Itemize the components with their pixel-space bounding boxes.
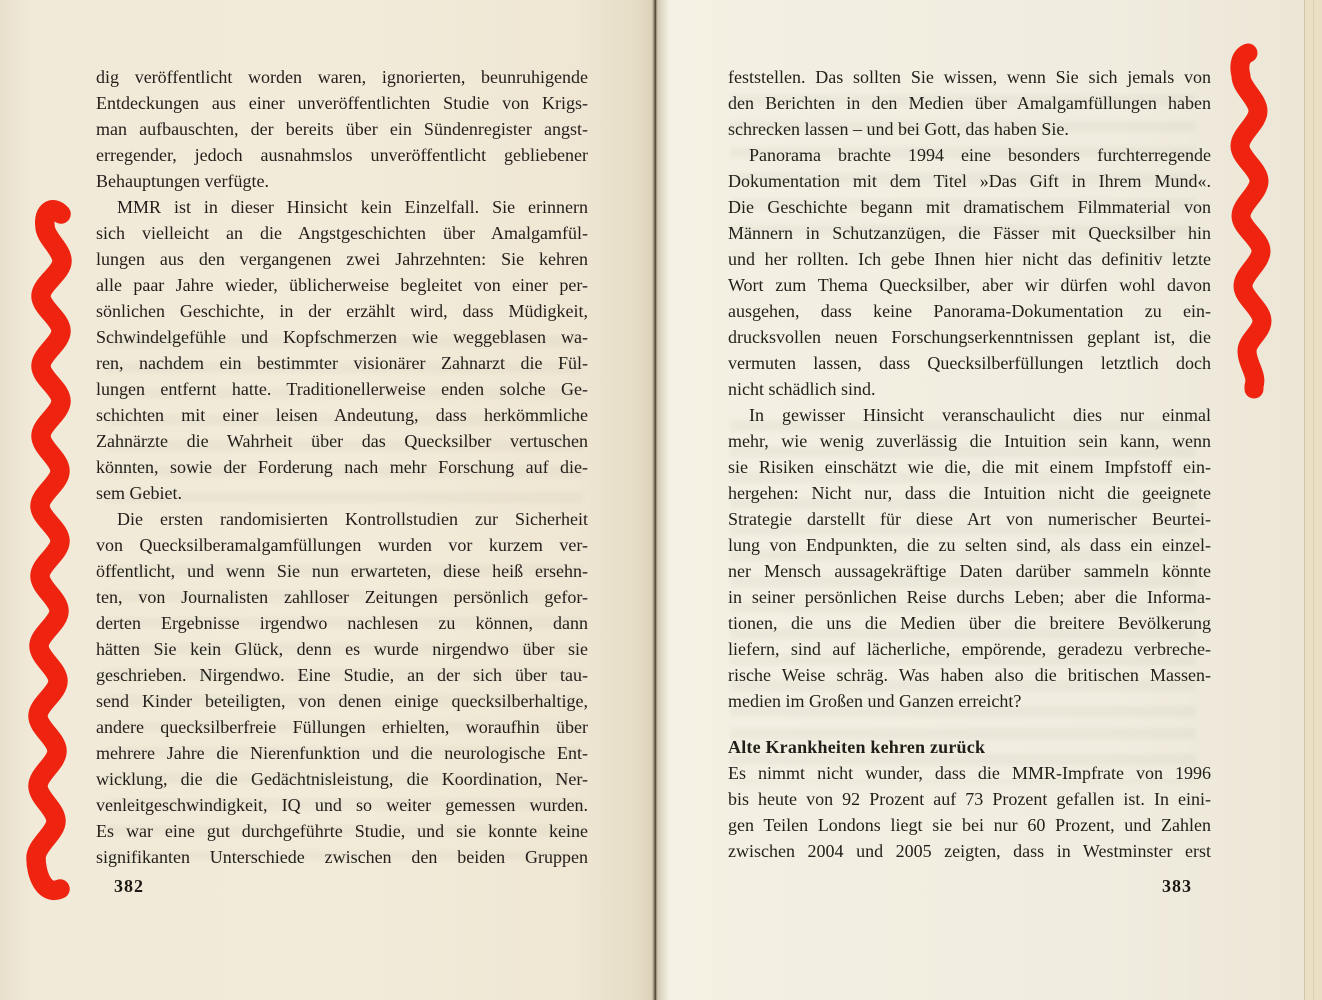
text-line: Die Geschichte begann mit dramatischem Filmmaterial von: [728, 197, 1211, 217]
text-line: schichten mit einer leisen Andeutung, dass herkömmliche: [96, 405, 588, 425]
text-line: lung von Endpunkten, die zu selten sind, als dass ein einzel-: [728, 535, 1211, 555]
text-line: Männern in Schutzanzügen, die Fässer mit Quecksilber hin: [728, 223, 1211, 243]
text-line: den Berichten in den Medien über Amalgamfüllungen haben: [728, 93, 1211, 113]
text-line: alle paar Jahre wieder, üblicherweise begleitet von einer per-: [96, 275, 588, 295]
section-heading: Alte Krankheiten kehren zurück: [728, 737, 986, 757]
text-line: signifikanten Unterschiede zwischen den beiden Gruppen: [96, 847, 588, 867]
text-line: send Kinder beteiligten, von denen einige quecksilberhaltige,: [96, 691, 588, 711]
page-right-text-column: [728, 64, 1211, 864]
text-line: Entdeckungen aus einer unveröffentlichten Studie von Krigs-: [96, 93, 588, 113]
text-line: sie Risiken einschätzt wie die, die mit einem Impfstoff ein-: [728, 457, 1211, 477]
text-line: liefern, sind auf lächerliche, empörende, geradezu verbreche-: [728, 639, 1211, 659]
text-line: Es nimmt nicht wunder, dass die MMR-Impfrate von 1996: [728, 763, 1211, 783]
page-left-text-column: [96, 64, 588, 870]
text-line: hätten Sie kein Glück, denn es wurde nirgendwo über sie: [96, 639, 588, 659]
text-line: könnten, sowie der Forderung nach mehr Forschung auf die-: [96, 457, 588, 477]
page-edge-line: [1313, 0, 1314, 1000]
text-line: Behauptungen verfügte.: [96, 171, 269, 191]
text-line: bis heute von 92 Prozent auf 73 Prozent gefallen ist. In eini-: [728, 789, 1211, 809]
text-line: mehr, wie wenig zuverlässig die Intuition sein kann, wenn: [728, 431, 1211, 451]
text-line: erregender, jedoch ausnahmslos unveröffentlicht gebliebener: [96, 145, 588, 165]
text-line: Zahnärzte die Wahrheit über das Quecksilber vertuschen: [96, 431, 588, 451]
text-line: Strategie darstellt für diese Art von numerischer Beurtei-: [728, 509, 1211, 529]
text-line: ren, nachdem ein bestimmter visionärer Zahnarzt die Fül-: [96, 353, 588, 373]
text-line: vermuten lassen, dass Quecksilberfüllungen letztlich doch: [728, 353, 1211, 373]
text-line: MMR ist in dieser Hinsicht kein Einzelfall. Sie erinnern: [117, 197, 588, 217]
text-line: andere quecksilberfreie Füllungen erhielten, woraufhin über: [96, 717, 588, 737]
text-line: ausgehen, dass keine Panorama-Dokumentation zu ein-: [728, 301, 1211, 321]
text-line: und her rollten. Ich gebe Ihnen hier nicht das definitiv letzte: [728, 249, 1211, 269]
text-line: gen Teilen Londons liegt sie bei nur 60 Prozent, und Zahlen: [728, 815, 1211, 835]
text-line: In gewisser Hinsicht veranschaulicht dies nur einmal: [749, 405, 1211, 425]
text-line: zwischen 2004 und 2005 zeigten, dass in Westminster erst: [728, 841, 1211, 861]
book-gutter-shadow: [652, 0, 658, 1000]
text-line: Es war eine gut durchgeführte Studie, und sie konnte keine: [96, 821, 588, 841]
text-line: tionen, die uns die Medien über die breitere Bevölkerung: [728, 613, 1211, 633]
text-line: venleitgeschwindigkeit, IQ und so weiter gemessen wurden.: [96, 795, 588, 815]
text-line: dig veröffentlicht worden waren, ignorierten, beunruhigende: [96, 67, 588, 87]
text-line: feststellen. Das sollten Sie wissen, wenn Sie sich jemals von: [728, 67, 1211, 87]
text-line: Dokumentation mit dem Titel »Das Gift in Ihrem Mund«.: [728, 171, 1211, 191]
text-line: Die ersten randomisierten Kontrollstudien zur Sicherheit: [117, 509, 588, 529]
text-line: man aufbauschten, der bereits über ein Sündenregister angst-: [96, 119, 588, 139]
text-line: medien im Großen und Ganzen erreicht?: [728, 691, 1022, 711]
text-line: schrecken lassen – und bei Gott, das haben Sie.: [728, 119, 1069, 139]
page-number-right: 383: [1162, 876, 1192, 896]
text-line: sem Gebiet.: [96, 483, 182, 503]
text-line: von Quecksilberamalgamfüllungen wurden vor kurzem ver-: [96, 535, 588, 555]
text-line: öffentlicht, und wenn Sie nun erwarteten, diese heiß ersehn-: [96, 561, 588, 581]
text-line: sönlichen Geschichte, in der erzählt wird, dass Müdigkeit,: [96, 301, 588, 321]
text-line: drucksvollen neuen Forschungserkenntnissen geplant ist, die: [728, 327, 1211, 347]
text-line: lungen aus den vergangenen zwei Jahrzehnten: Sie kehren: [96, 249, 588, 269]
text-line: sich vielleicht an die Angstgeschichten über Amalgamfül-: [96, 223, 588, 243]
text-line: lungen entfernt hatte. Traditionellerweise enden solche Ge-: [96, 379, 588, 399]
text-line: ten, von Journalisten zahlloser Zeitungen persönlich gefor-: [96, 587, 588, 607]
text-line: geschrieben. Nirgendwo. Eine Studie, an der sich über tau-: [96, 665, 588, 685]
text-line: Schwindelgefühle und Kopfschmerzen wie weggeblasen wa-: [96, 327, 588, 347]
text-line: mehrere Jahre die Nierenfunktion und die neurologische Ent-: [96, 743, 588, 763]
page-number-left: 382: [114, 876, 144, 896]
text-line: in seiner persönlichen Reise durchs Leben; aber die Informa-: [728, 587, 1211, 607]
text-line: nicht schädlich sind.: [728, 379, 876, 399]
text-line: Wort zum Thema Quecksilber, aber wir dürfen wohl davon: [728, 275, 1211, 295]
page-edge-strip: [1304, 0, 1322, 1000]
text-line: hergehen: Nicht nur, dass die Intuition nicht die geeignete: [728, 483, 1211, 503]
text-line: rische Weise schräg. Was haben also die britischen Massen-: [728, 665, 1211, 685]
text-line: wicklung, die die Gedächtnisleistung, die Koordination, Ner-: [96, 769, 588, 789]
text-line: Panorama brachte 1994 eine besonders furchterregende: [749, 145, 1211, 165]
text-line: derten Ergebnisse irgendwo nachlesen zu können, dann: [96, 613, 588, 633]
text-line: ner Mensch aussagekräftige Daten darüber sammeln könnte: [728, 561, 1211, 581]
